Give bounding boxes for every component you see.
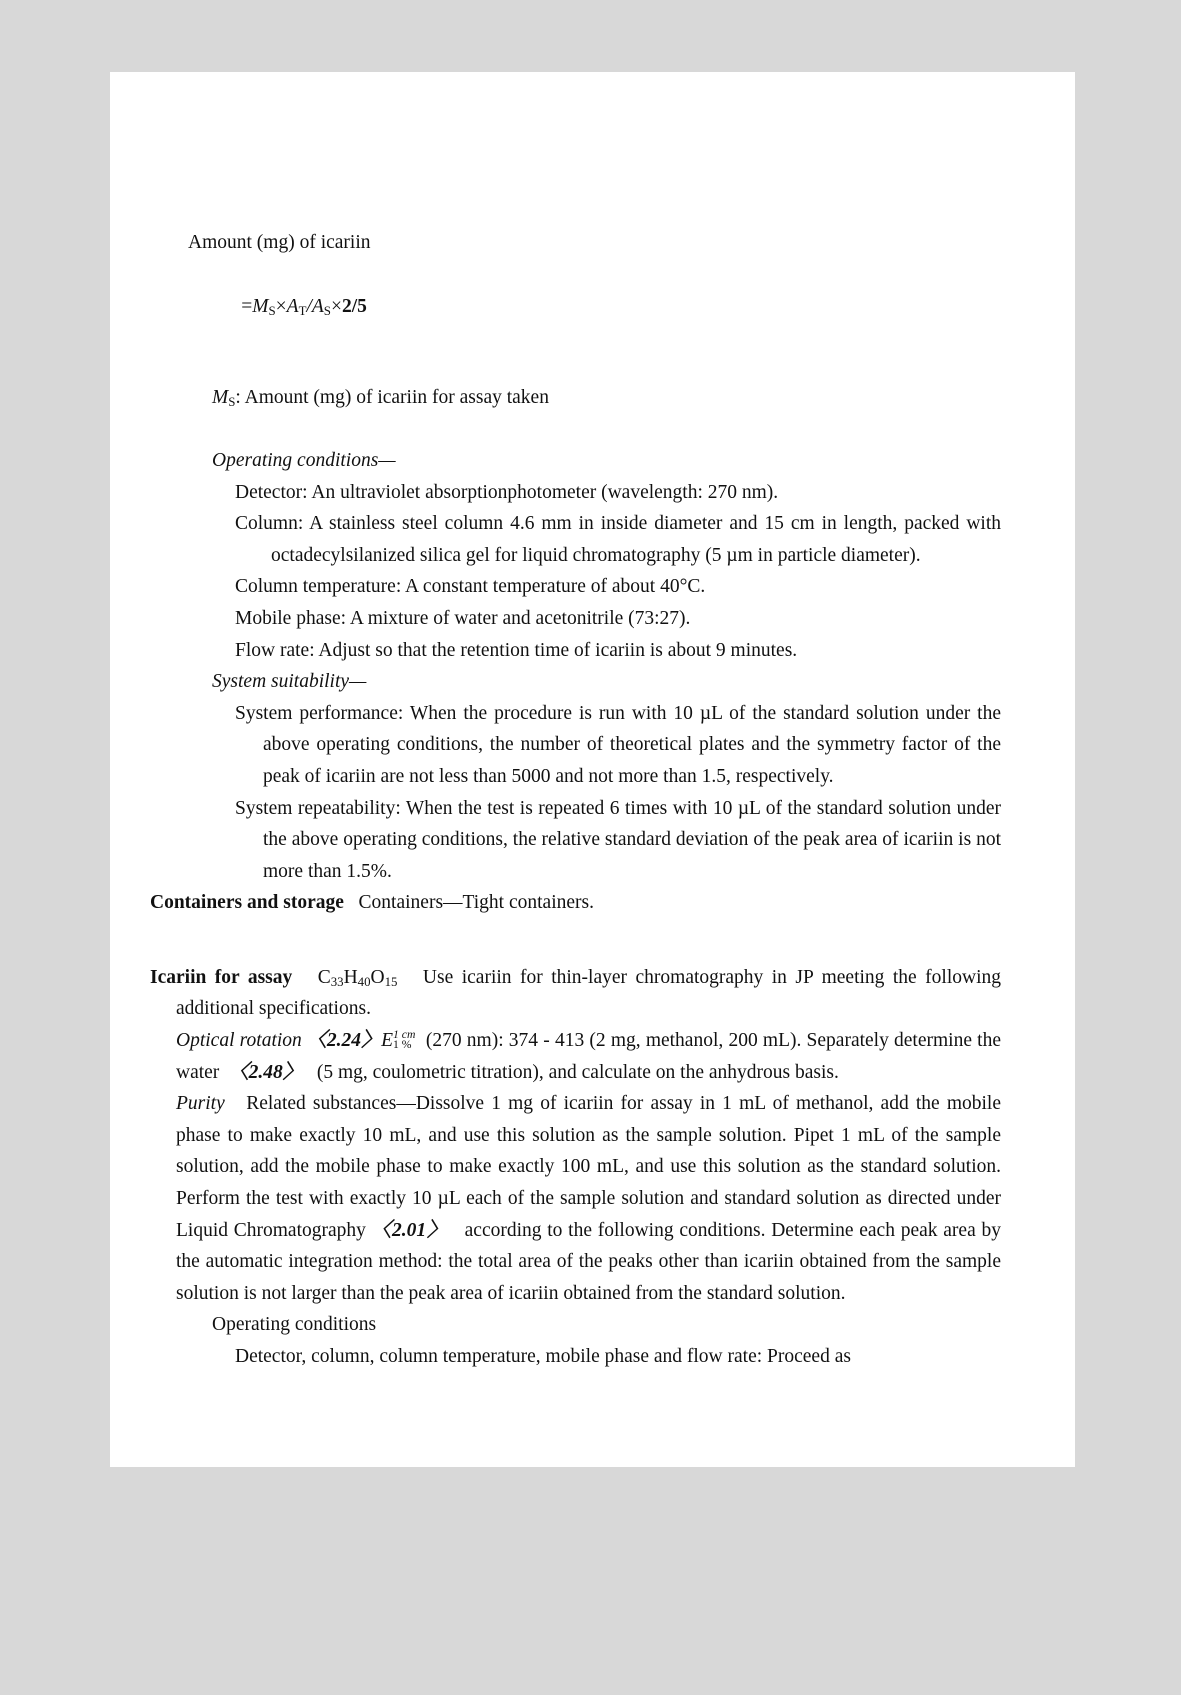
page-content <box>150 227 1001 1373</box>
assay-operating-conditions-heading <box>212 1309 1001 1341</box>
e-one-percent-one-cm-notation <box>381 1025 415 1057</box>
amount-formula-heading-text: Amount (mg) of icariin <box>188 232 371 253</box>
spacer <box>447 1220 464 1241</box>
e-subscript: 1 % <box>393 1038 412 1052</box>
icariin-for-assay-heading-block <box>150 962 1001 1025</box>
system-suitability-heading <box>212 666 1001 698</box>
equation-as-subscript: S <box>323 304 331 319</box>
containers-and-storage <box>150 887 1001 919</box>
operating-condition-mobile-phase <box>235 603 1001 635</box>
equation-multiply-1: × <box>275 296 287 318</box>
optical-rotation-text: (270 nm): 374 - 413 (2 mg, methanol, 200 mL). Separately determine the water <box>176 1030 1002 1083</box>
assay-detector-line: Detector, column, column temperature, mobile phase and flow rate: Proceed as <box>235 1346 851 1367</box>
condition-text: : An ultraviolet absorptionphotometer (wavelength: 270 nm). <box>302 481 779 503</box>
system-item-label: System repeatability <box>235 797 396 819</box>
formula-carbon-count: 33 <box>330 974 344 989</box>
reference-2-48: 〈2.48〉 <box>229 1061 303 1083</box>
spacer <box>302 1062 317 1083</box>
condition-label: Detector <box>235 481 303 503</box>
system-suitability-heading-text: System suitability <box>212 671 350 693</box>
system-repeatability-item <box>235 793 1001 888</box>
condition-text: : A stainless steel column 4.6 mm in inside diameter and 15 cm in length, packed with octadecylsilanized silica gel for liquid chromatography (5 µm in particle diameter). <box>271 513 1001 566</box>
equation-divide: / <box>306 296 312 318</box>
optical-rotation-tail-text: (5 mg, coulometric titration), and calculate on the anhydrous basis. <box>316 1061 839 1083</box>
equation-equals: = <box>241 296 253 318</box>
operating-conditions-heading-dash: — <box>378 449 396 471</box>
spacer <box>225 1093 246 1114</box>
operating-condition-column <box>235 508 1001 571</box>
operating-conditions-heading <box>212 445 1001 477</box>
equation-multiply-2: × <box>330 296 342 318</box>
assay-operating-conditions-first-item <box>235 1341 1001 1373</box>
reference-2-01: 〈2.01〉 <box>371 1219 448 1241</box>
condition-text: : A constant temperature of about 40°C. <box>395 576 706 598</box>
operating-condition-column-temperature <box>235 571 1001 603</box>
condition-text: : A mixture of water and acetonitrile (73:27). <box>340 607 691 629</box>
system-item-label: System performance <box>235 702 398 724</box>
purity-label: Purity <box>176 1093 225 1115</box>
equation-as: A <box>311 296 324 318</box>
ms-definition-subscript: S <box>228 395 236 410</box>
system-item-text: : When the procedure is run with 10 µL of the standard solution under the above operating conditions, the number of theoretical plates and the symmetry factor of the peak of icariin are not less than 5000 and not more than 1.5, respectively. <box>263 702 1001 787</box>
equation-ms: M <box>252 296 269 318</box>
amount-formula-equation <box>212 260 1001 355</box>
formula-oxygen: O <box>370 966 385 988</box>
condition-label: Mobile phase <box>235 607 341 629</box>
formula-carbon: C <box>317 966 331 988</box>
operating-condition-flow-rate <box>235 635 1001 667</box>
section-gap <box>150 919 1001 962</box>
optical-rotation-paragraph <box>176 1025 1001 1088</box>
e-notation-stack <box>393 1029 415 1051</box>
icariin-for-assay-heading: Icariin for assay <box>150 966 293 988</box>
reference-2-24: 〈2.24〉 <box>307 1030 382 1052</box>
formula-oxygen-count: 15 <box>384 974 398 989</box>
assay-operating-conditions-heading-text: Operating conditions <box>212 1314 377 1336</box>
condition-label: Flow rate <box>235 639 310 661</box>
condition-label: Column <box>235 513 298 535</box>
containers-and-storage-spacer <box>344 892 359 913</box>
condition-text: : Adjust so that the retention time of icariin is about 9 minutes. <box>309 639 798 661</box>
icariin-for-assay-intro: Use icariin for thin-layer chromatography in JP meeting the following additional specifications. <box>176 966 1002 1020</box>
spacer <box>415 1030 425 1051</box>
purity-paragraph <box>176 1088 1001 1309</box>
system-item-text: : When the test is repeated 6 times with 10 µL of the standard solution under the above operating conditions, the relative standard deviation of the peak area of icariin is not more than 1.5%. <box>263 797 1001 882</box>
containers-and-storage-heading: Containers and storage <box>150 892 344 914</box>
system-performance-item <box>235 698 1001 793</box>
equation-ms-subscript: S <box>268 304 276 319</box>
equation-at-subscript: T <box>298 304 307 319</box>
e-superscript: 1 cm <box>393 1028 416 1042</box>
spacer <box>219 1062 229 1083</box>
optical-rotation-label: Optical rotation <box>176 1030 302 1052</box>
document-page <box>110 72 1075 1467</box>
ms-definition-symbol: M <box>212 387 229 409</box>
formula-hydrogen: H <box>343 966 358 988</box>
purity-text-part1: Related substances—Dissolve 1 mg of icariin for assay in 1 mL of methanol, add the mobile phase to make exactly 10 mL, and use this solution as the sample solution. Pipet 1 mL of the sample solution, add the mobile phase to make exactly 100 mL, and use this solution as the standard solution. Perform the test with exactly 10 µL each of the sample solution and standard solution as directed under Liquid Chromatography <box>176 1093 1001 1241</box>
ms-definition-text: : Amount (mg) of icariin for assay taken <box>235 387 549 409</box>
condition-label: Column temperature <box>235 576 396 598</box>
operating-conditions-heading-text: Operating conditions <box>212 449 379 471</box>
amount-formula-heading <box>188 227 1001 259</box>
ms-definition <box>212 382 1001 414</box>
equation-factor: 2/5 <box>341 296 367 318</box>
containers-and-storage-text: Containers—Tight containers. <box>358 892 594 914</box>
equation-at: A <box>286 296 299 318</box>
formula-spacer <box>397 967 422 988</box>
purity-text-part2: according to the following conditions. Determine each peak area by the automatic integration method: the total area of the peaks other than icariin obtained from the sample solution is not larger than the peak area of icariin obtained from the standard solution. <box>176 1219 1001 1304</box>
e-symbol: E <box>381 1030 394 1052</box>
system-suitability-heading-dash: — <box>349 671 367 693</box>
operating-condition-detector <box>235 477 1001 509</box>
formula-hydrogen-count: 40 <box>357 974 371 989</box>
heading-spacer <box>292 967 317 988</box>
